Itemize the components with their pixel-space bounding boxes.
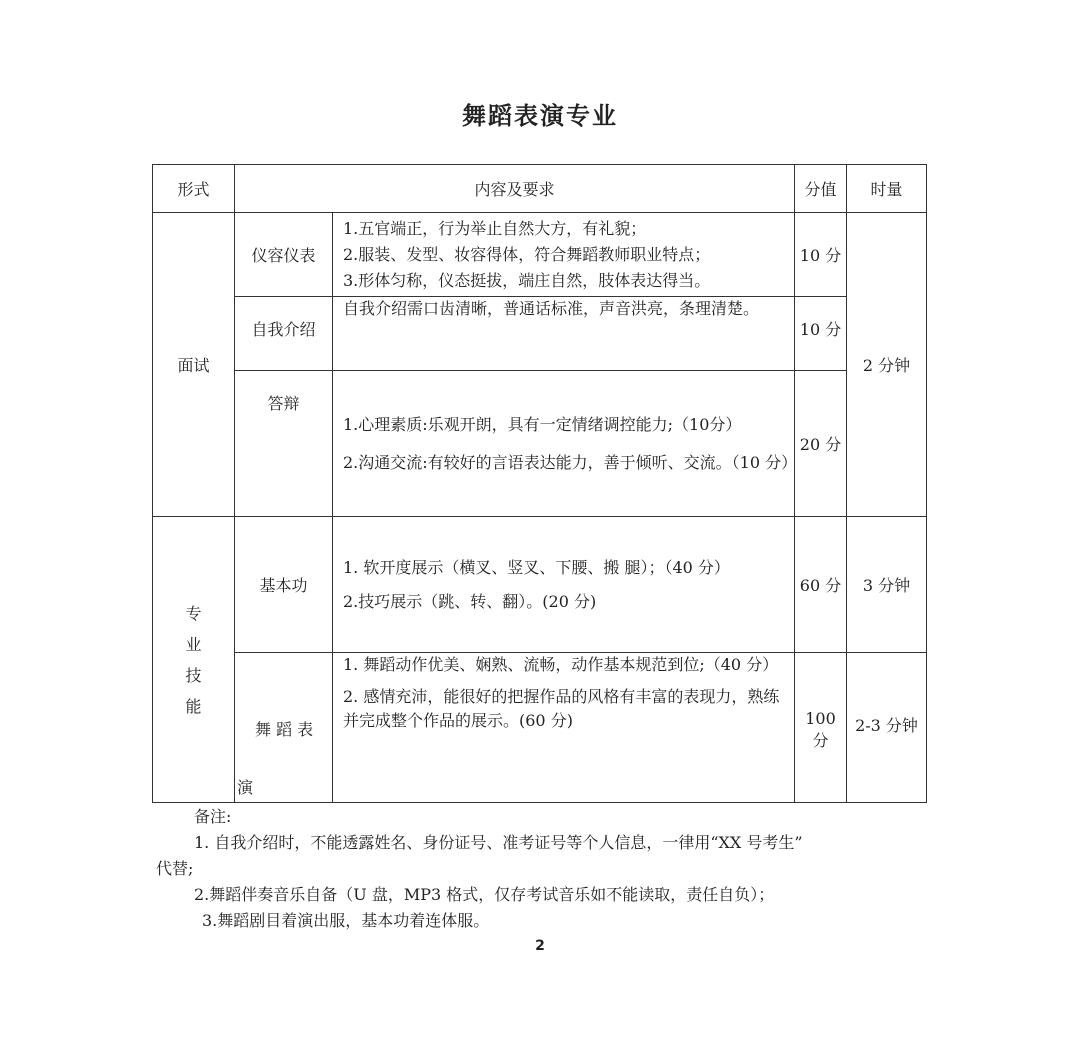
header-content: 内容及要求	[235, 165, 795, 213]
item-appearance: 仪容仪表	[235, 213, 333, 297]
table-row	[153, 213, 927, 297]
table-row	[153, 297, 927, 371]
skills-form-char: 能	[185, 696, 202, 716]
item-defense: 答辩	[235, 371, 333, 517]
skills-form-vertical	[153, 598, 234, 722]
requirement-line: 2.技巧展示（跳、转、翻）。(20 分)	[343, 591, 597, 611]
header-form: 形式	[153, 165, 235, 213]
score-appearance: 10 分	[795, 213, 847, 297]
note-item: 3.舞蹈剧目着演出服，基本功着连体服。	[202, 911, 490, 930]
item-dance-bottom: 演	[237, 778, 254, 797]
requirement-paragraph: 2.沟通交流:有较好的言语表达能力，善于倾听、交流。（10 分）	[343, 452, 798, 472]
table-row	[153, 653, 927, 803]
item-dance-top: 舞 蹈 表	[255, 720, 314, 739]
item-self-intro: 自我介绍	[235, 297, 333, 371]
time-dance-performance: 2-3 分钟	[847, 653, 927, 803]
table-header-row	[153, 165, 927, 213]
requirement-paragraph: 1.心理素质:乐观开朗，具有一定情绪调控能力;（10分）	[343, 414, 742, 434]
score-basic-skills: 60 分	[795, 517, 847, 653]
requirement-line: 1.五官端正，行为举止自然大方，有礼貌；	[343, 218, 647, 238]
table-row	[153, 371, 927, 517]
score-self-intro: 10 分	[795, 297, 847, 371]
item-basic-skills: 基本功	[235, 517, 333, 653]
notes-section	[156, 804, 936, 934]
skills-form-char: 业	[185, 634, 202, 654]
requirement-paragraph: 2. 感情充沛，能很好的把握作品的风格有丰富的表现力，熟练并完成整个作品的展示。(60 分)	[343, 687, 780, 730]
requirement-paragraph: 1. 舞蹈动作优美、娴熟、流畅，动作基本规范到位;（40 分）	[343, 655, 779, 674]
note-item: 1. 自我介绍时，不能透露姓名、身份证号、准考证号等个人信息，一律用“XX 号考生”	[194, 833, 803, 852]
defense-requirements	[333, 371, 798, 517]
item-dance-performance	[235, 653, 333, 803]
note-item-continuation: 代替;	[156, 859, 194, 878]
requirement-line: 1. 软开度展示（横叉、竖叉、下腰、搬 腿）；（40 分）	[343, 557, 730, 577]
requirement-line: 2.服装、发型、妆容得体，符合舞蹈教师职业特点；	[343, 244, 711, 264]
skills-form-cell	[153, 517, 235, 803]
page-title: 舞蹈表演专业	[462, 102, 618, 130]
header-time: 时量	[847, 165, 927, 213]
header-score: 分值	[795, 165, 847, 213]
skills-form-char: 专	[185, 603, 202, 623]
page-number: 2	[535, 938, 545, 954]
note-item: 2.舞蹈伴奏音乐自备（U 盘，MP3 格式，仅存考试音乐如不能读取，责任自负）；	[194, 885, 775, 904]
requirements-table	[152, 164, 927, 803]
notes-heading: 备注:	[194, 807, 232, 826]
score-defense: 20 分	[795, 371, 847, 517]
score-dance-performance: 100 分	[795, 653, 847, 803]
appearance-requirements	[333, 213, 795, 297]
requirement-line: 3.形体匀称，仪态挺拔，端庄自然，肢体表达得当。	[343, 270, 711, 290]
interview-form-cell: 面试	[153, 213, 235, 517]
self-intro-requirements: 自我介绍需口齿清晰，普通话标准，声音洪亮，条理清楚。	[333, 297, 795, 371]
dance-performance-requirements	[333, 653, 795, 803]
table-row	[153, 517, 927, 653]
interview-time: 2 分钟	[847, 213, 927, 517]
time-basic-skills: 3 分钟	[847, 517, 927, 653]
skills-form-char: 技	[185, 665, 202, 685]
basic-skills-requirements	[333, 517, 795, 653]
